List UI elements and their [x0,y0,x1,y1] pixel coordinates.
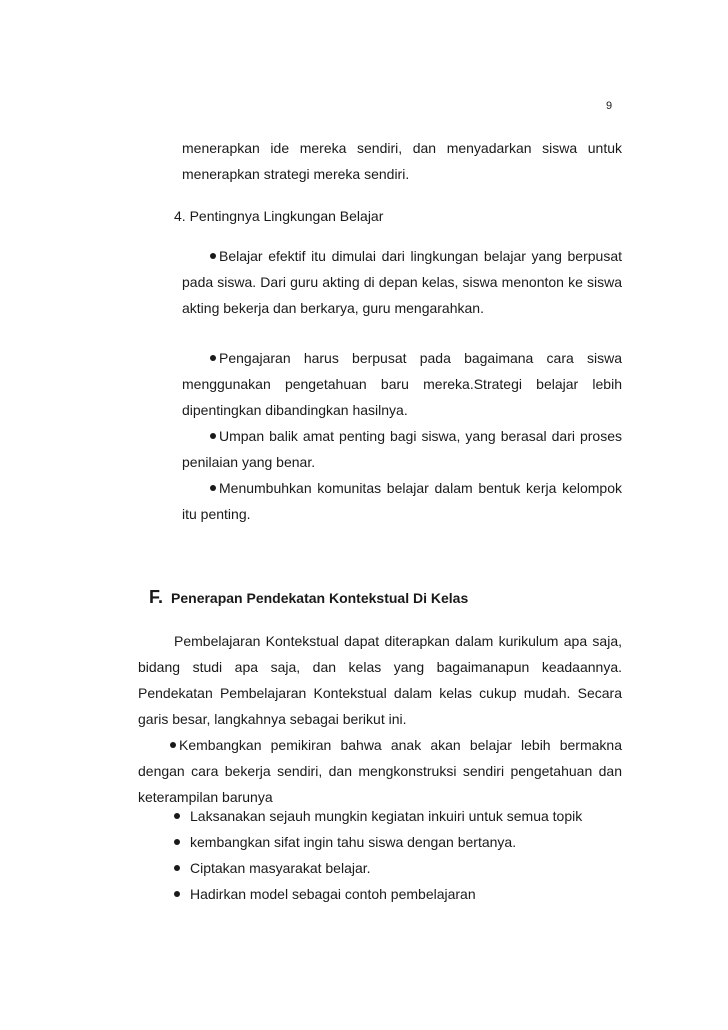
section-first-step [138,732,622,810]
bullet-dot [210,433,216,439]
list-item [174,832,634,858]
list-item [174,884,634,910]
list-item [174,858,634,884]
bullet-text: Pengajaran harus berpusat pada bagaimana cara siswa menggunakan pengetahuan baru mereka.Strategi belajar lebih dipentingkan dibandingkan hasilnya. [182,350,622,418]
bullet-dot [170,742,176,748]
list-item-text: Ciptakan masyarakat belajar. [190,860,371,876]
subsection-title: 4. Pentingnya Lingkungan Belajar [174,208,384,224]
bullet-text: Belajar efektif itu dimulai dari lingkungan belajar yang berpusat pada siswa. Dari guru akting di depan kelas, siswa menonton ke siswa akting bekerja dan berkarya, guru mengarahkan. [182,248,622,316]
list-item-text: kembangkan sifat ingin tahu siswa dengan bertanya. [190,834,517,850]
bullet-dot [210,253,216,259]
subsection-bullet-3 [182,423,622,475]
steps-list [174,806,634,910]
subsection-bullet-1 [182,243,622,321]
bullet-text: Menumbuhkan komunitas belajar dalam bentuk kerja kelompok itu penting. [182,480,622,522]
bullet-dot [210,355,216,361]
subsection-bullet-4 [182,475,622,527]
bullet-dot [174,891,180,897]
section-intro: Pembelajaran Kontekstual dapat diterapkan dalam kurikulum apa saja, bidang studi apa saja, dan kelas yang bagaimanapun keadaannya. Pendekatan Pembelajaran Kontekstual dalam kelas cukup mudah. Secara garis besar, langkahnya sebagai berikut ini. [138,633,622,727]
section-title: Penerapan Pendekatan Kontekstual Di Kelas [171,590,469,606]
list-item-text: Hadirkan model sebagai contoh pembelajaran [190,886,476,902]
bullet-dot [174,865,180,871]
bullet-dot [174,839,180,845]
list-item-text: Laksanakan sejauh mungkin kegiatan inkuiri untuk semua topik [190,808,583,824]
bullet-dot [210,485,216,491]
section-heading [149,587,468,608]
bullet-text: Umpan balik amat penting bagi siswa, yang berasal dari proses penilaian yang benar. [182,428,622,470]
bullet-text: Kembangkan pemikiran bahwa anak akan belajar lebih bermakna dengan cara bekerja sendiri, dan mengkonstruksi sendiri pengetahuan dan keterampilan barunya [138,737,622,805]
page-number: 9 [606,100,613,112]
section-letter: F. [149,587,164,607]
list-item [174,806,634,832]
bullet-dot [174,813,180,819]
top-paragraph: menerapkan ide mereka sendiri, dan menyadarkan siswa untuk menerapkan strategi mereka sendiri. [182,140,622,182]
subsection-bullet-2 [182,345,622,423]
